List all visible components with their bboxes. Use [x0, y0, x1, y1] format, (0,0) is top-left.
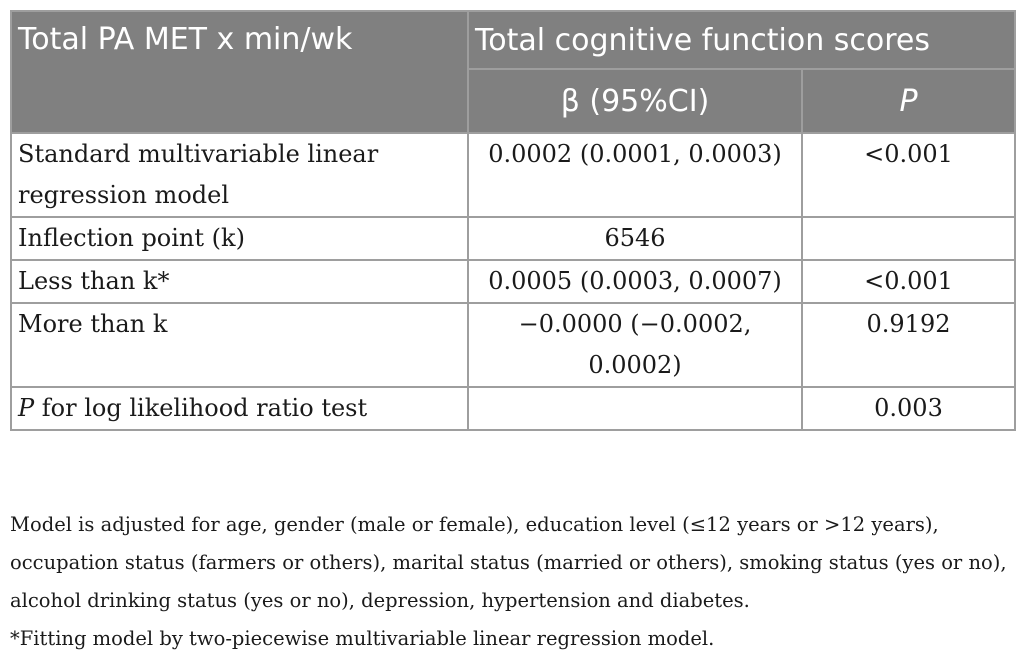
row-beta: 0.0002 (0.0001, 0.0003) [468, 133, 802, 217]
row-label: More than k [11, 303, 468, 387]
table-row [11, 387, 1015, 430]
row-label-p: P [18, 394, 35, 422]
row-beta: 0.0005 (0.0003, 0.0007) [468, 260, 802, 303]
row-label: Inflection point (k) [11, 217, 468, 260]
row-p: <0.001 [802, 133, 1015, 217]
table-row [11, 133, 1015, 217]
row-label: Less than k* [11, 260, 468, 303]
header-p: P [802, 69, 1015, 133]
results-table [10, 10, 1016, 431]
row-beta: 6546 [468, 217, 802, 260]
row-beta: −0.0000 (−0.0002, 0.0002) [468, 303, 802, 387]
header-beta-ci: β (95%CI) [468, 69, 802, 133]
row-beta [468, 387, 802, 430]
table-row [11, 217, 1015, 260]
adjustment-note: Model is adjusted for age, gender (male or female), education level (≤12 years or >12 years), occupation status (farmers or others), marital status (married or others), smoking status (yes or no), alcohol drinking status (yes or no), depression, hypertension and diabetes. [10, 513, 1007, 612]
table-notes [10, 506, 1016, 658]
row-p: <0.001 [802, 260, 1015, 303]
row-p: 0.9192 [802, 303, 1015, 387]
header-row-1 [11, 11, 1015, 69]
row-label [11, 387, 468, 430]
header-cognitive-scores: Total cognitive function scores [468, 11, 1015, 69]
results-table-container [10, 10, 1014, 431]
row-p [802, 217, 1015, 260]
row-label-rest: for log likelihood ratio test [34, 394, 368, 422]
table-row [11, 303, 1015, 387]
row-label: Standard multivariable linear regression model [11, 133, 468, 217]
header-pa-met: Total PA MET x min/wk [11, 11, 468, 133]
footnote: *Fitting model by two-piecewise multivariable linear regression model. [10, 627, 715, 650]
table-row [11, 260, 1015, 303]
row-p: 0.003 [802, 387, 1015, 430]
